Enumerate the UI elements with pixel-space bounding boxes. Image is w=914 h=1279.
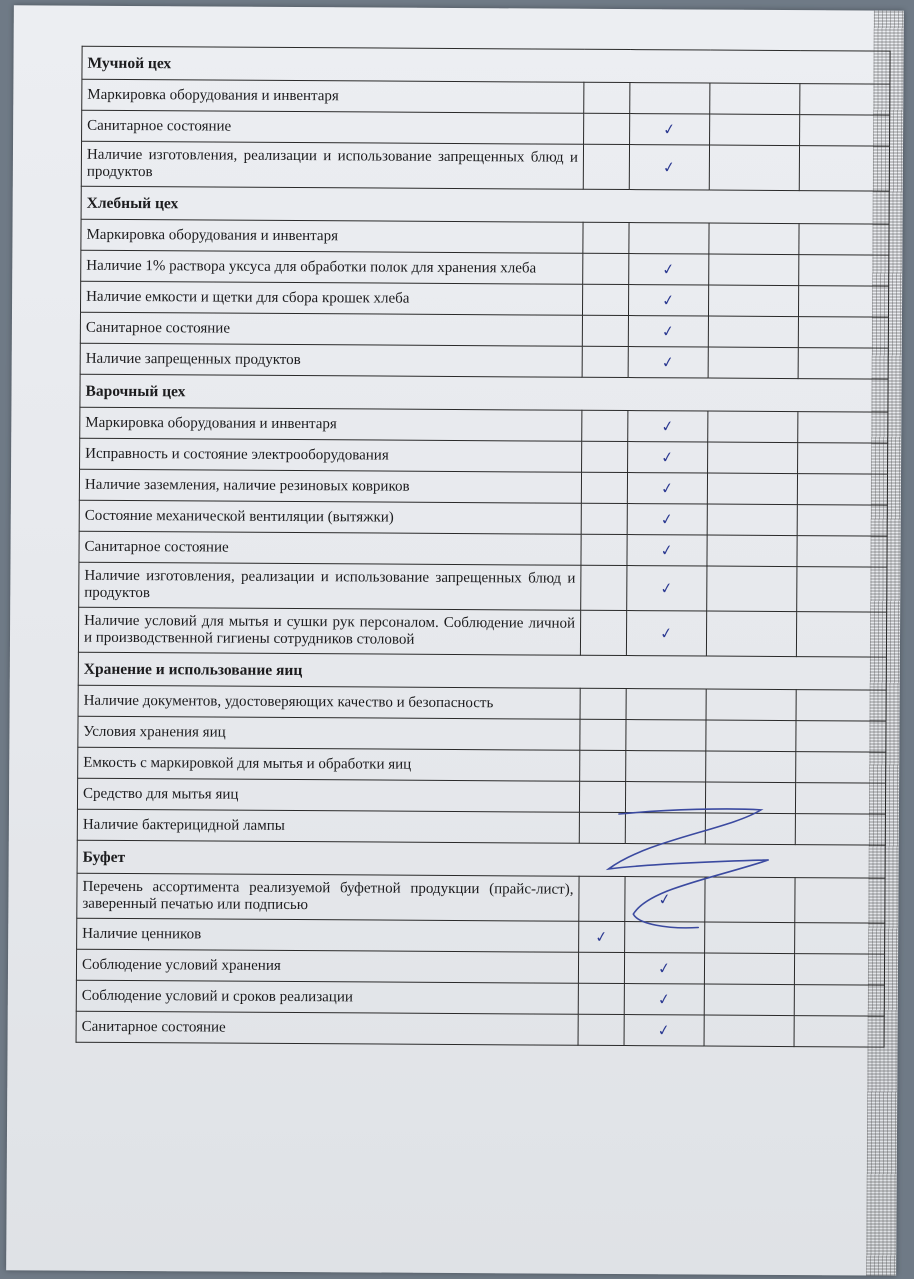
criterion-label: Соблюдение условий хранения [76, 949, 578, 983]
empty-cell [581, 534, 627, 565]
criterion-label: Наличие емкости и щетки для сбора крошек хлеба [80, 281, 582, 315]
checklist-row [77, 778, 885, 814]
check-mark-icon: ✓ [659, 578, 675, 598]
check-mark-cell [627, 566, 707, 611]
empty-cell [581, 472, 627, 503]
criterion-label: Состояние механической вентиляции (вытяжки) [79, 500, 581, 534]
empty-cell [625, 922, 705, 953]
empty-cell [707, 566, 797, 612]
empty-cell [581, 503, 627, 534]
check-mark-cell [628, 442, 708, 473]
checklist-row [80, 438, 888, 474]
empty-cell [579, 781, 625, 812]
check-mark-cell [624, 1015, 704, 1046]
check-mark-icon: ✓ [659, 623, 674, 643]
check-mark-icon: ✓ [656, 958, 672, 978]
checklist-row [81, 250, 889, 286]
checklist-row [77, 809, 885, 845]
checklist-row [78, 716, 886, 752]
empty-cell [583, 222, 629, 253]
empty-cell [710, 83, 800, 115]
check-mark-cell [628, 285, 708, 316]
criterion-label: Исправность и состояние электрооборудования [80, 438, 582, 472]
empty-cell [705, 922, 795, 954]
check-mark-icon: ✓ [661, 290, 676, 310]
empty-cell [625, 813, 705, 844]
empty-cell [582, 346, 628, 377]
criterion-label: Наличие условий для мытья и сушки рук персоналом. Соблюдение личной и производственной гигиены сотрудников столовой [78, 607, 580, 655]
checklist-row [76, 949, 884, 985]
section-title: Буфет [77, 840, 885, 878]
empty-cell [578, 1014, 624, 1045]
checklist-row [79, 562, 887, 612]
section-header-row [80, 374, 888, 412]
criterion-label: Условия хранения яиц [78, 716, 580, 750]
empty-cell [582, 410, 628, 441]
document-page [6, 5, 904, 1275]
criterion-label: Санитарное состояние [80, 312, 582, 346]
criterion-label: Санитарное состояние [82, 110, 584, 144]
check-mark-icon: ✓ [660, 416, 676, 436]
criterion-label: Наличие 1% раствора уксуса для обработки полок для хранения хлеба [81, 250, 583, 284]
empty-cell [706, 611, 796, 657]
check-mark-cell [579, 921, 625, 952]
check-mark-icon: ✓ [660, 352, 676, 372]
check-mark-icon: ✓ [660, 321, 676, 341]
checklist-row [78, 607, 886, 657]
empty-cell [710, 114, 800, 146]
criterion-label: Наличие документов, удостоверяющих качество и безопасность [78, 685, 580, 719]
empty-cell [709, 145, 799, 191]
check-mark-icon: ✓ [661, 259, 677, 279]
criterion-label: Перечень ассортимента реализуемой буфетной продукции (прайс-лист), заверенный печатью или подписью [77, 873, 579, 921]
empty-cell [626, 751, 706, 782]
check-mark-icon: ✓ [662, 119, 677, 139]
empty-cell [626, 689, 706, 720]
empty-cell [708, 347, 798, 379]
criterion-label: Наличие заземления, наличие резиновых ковриков [79, 469, 581, 503]
empty-cell [626, 720, 706, 751]
empty-cell [581, 565, 627, 610]
empty-cell [583, 144, 629, 189]
empty-cell [630, 83, 710, 114]
criterion-label: Соблюдение условий и сроков реализации [76, 980, 578, 1014]
checklist-row [82, 110, 890, 146]
criterion-label: Наличие бактерицидной лампы [77, 809, 579, 843]
empty-cell [704, 984, 794, 1016]
empty-cell [704, 1015, 794, 1047]
check-mark-icon: ✓ [661, 157, 677, 177]
check-mark-icon: ✓ [659, 478, 675, 498]
check-mark-icon: ✓ [660, 447, 675, 467]
empty-cell [707, 535, 797, 567]
section-header-row [77, 840, 885, 878]
check-mark-cell [625, 877, 705, 922]
empty-cell [708, 316, 798, 348]
criterion-label: Маркировка оборудования и инвентаря [81, 219, 583, 253]
empty-cell [629, 223, 709, 254]
section-title: Мучной цех [82, 46, 890, 84]
criterion-label: Маркировка оборудования и инвентаря [82, 79, 584, 113]
section-title: Варочный цех [80, 374, 888, 412]
empty-cell [583, 253, 629, 284]
empty-cell [709, 254, 799, 286]
section-header-row [78, 652, 886, 690]
criterion-label: Емкость с маркировкой для мытья и обработки яиц [78, 747, 580, 781]
empty-cell [625, 782, 705, 813]
check-mark-icon: ✓ [657, 889, 673, 909]
empty-cell [580, 719, 626, 750]
empty-cell [579, 876, 625, 921]
empty-cell [578, 952, 624, 983]
empty-cell [579, 812, 625, 843]
empty-cell [705, 813, 795, 845]
check-mark-cell [627, 473, 707, 504]
empty-cell [707, 473, 797, 505]
criterion-label: Наличие изготовления, реализации и использование запрещенных блюд и продуктов [79, 562, 581, 610]
criterion-label: Маркировка оборудования и инвентаря [80, 407, 582, 441]
empty-cell [704, 953, 794, 985]
criterion-label: Санитарное состояние [79, 531, 581, 565]
check-mark-cell [630, 114, 710, 145]
checklist-row [77, 918, 885, 954]
check-mark-cell [624, 984, 704, 1015]
checklist-row [80, 281, 888, 317]
empty-cell [580, 610, 626, 655]
empty-cell [584, 82, 630, 113]
criterion-label: Наличие ценников [77, 918, 579, 952]
empty-cell [582, 441, 628, 472]
checklist-row [76, 1011, 884, 1047]
check-mark-cell [627, 504, 707, 535]
checklist-row [77, 873, 885, 923]
section-header-row [82, 46, 890, 84]
check-mark-icon: ✓ [656, 989, 672, 1009]
empty-cell [580, 750, 626, 781]
check-mark-cell [627, 535, 707, 566]
checklist-row [80, 407, 888, 443]
empty-cell [708, 285, 798, 317]
checklist-row [80, 343, 888, 379]
empty-cell [582, 284, 628, 315]
check-mark-cell [629, 145, 709, 190]
check-mark-cell [629, 254, 709, 285]
checklist-row [76, 980, 884, 1016]
criterion-label: Санитарное состояние [76, 1011, 578, 1045]
section-header-row [81, 186, 889, 224]
checklist-row [79, 469, 887, 505]
check-mark-icon: ✓ [659, 540, 675, 560]
check-mark-cell [628, 411, 708, 442]
empty-cell [580, 688, 626, 719]
check-mark-cell [628, 347, 708, 378]
checklist-row [80, 312, 888, 348]
scan-edge-noise [866, 11, 904, 1276]
empty-cell [578, 983, 624, 1014]
empty-cell [706, 720, 796, 752]
empty-cell [705, 782, 795, 814]
empty-cell [706, 689, 796, 721]
empty-cell [584, 113, 630, 144]
empty-cell [705, 877, 795, 923]
criterion-label: Наличие запрещенных продуктов [80, 343, 582, 377]
section-title: Хранение и использование яиц [78, 652, 886, 690]
checklist-row [82, 79, 890, 115]
empty-cell [582, 315, 628, 346]
empty-cell [706, 751, 796, 783]
criterion-label: Средство для мытья яиц [77, 778, 579, 812]
check-mark-cell [626, 611, 706, 656]
empty-cell [708, 442, 798, 474]
inspection-checklist [76, 46, 891, 1048]
check-mark-icon: ✓ [656, 1020, 672, 1040]
checklist-row [78, 685, 886, 721]
checklist-row [79, 531, 887, 567]
criterion-label: Наличие изготовления, реализации и использование запрещенных блюд и продуктов [81, 141, 583, 189]
check-mark-cell [628, 316, 708, 347]
empty-cell [707, 504, 797, 536]
check-mark-cell [624, 953, 704, 984]
checklist-row [81, 141, 889, 191]
checklist-row [78, 747, 886, 783]
checklist-row [81, 219, 889, 255]
empty-cell [708, 411, 798, 443]
check-mark-icon: ✓ [659, 509, 675, 529]
section-title: Хлебный цех [81, 186, 889, 224]
checklist-row [79, 500, 887, 536]
empty-cell [709, 223, 799, 255]
check-mark-icon: ✓ [594, 926, 610, 947]
